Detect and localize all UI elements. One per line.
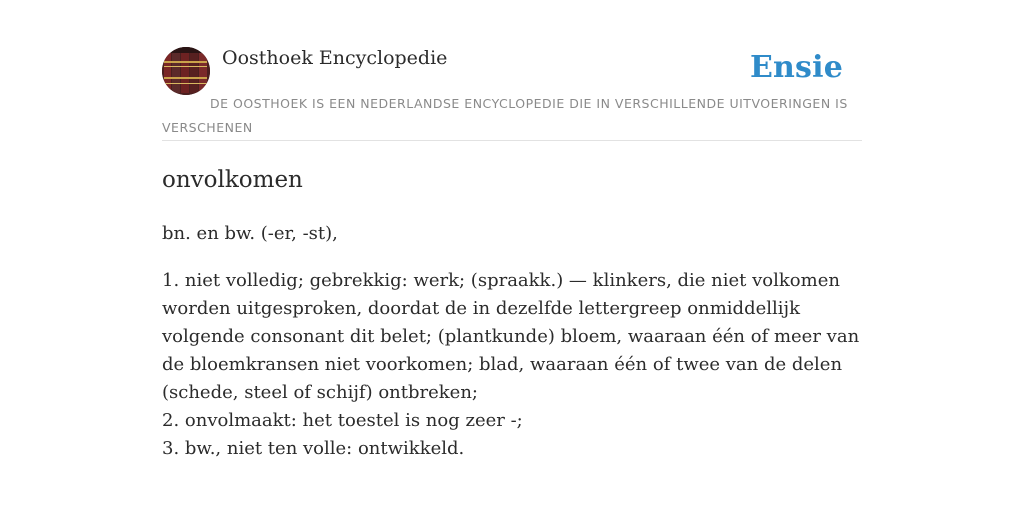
book-spines-image: [162, 47, 210, 95]
source-title[interactable]: Oosthoek Encyclopedie: [222, 47, 448, 69]
entry-word: onvolkomen: [162, 167, 303, 193]
definition-item: 2. onvolmaakt: het toestel is nog zeer -;: [162, 410, 523, 431]
page-container: [162, 46, 862, 463]
source-tagline: DE OOSTHOEK IS EEN NEDERLANDSE ENCYCLOPEDIE DIE IN VERSCHILLENDE UITVOERINGEN IS VERSCHENEN: [162, 96, 848, 135]
definition-item: 1. niet volledig; gebrekkig: werk; (spraakk.) — klinkers, die niet volkomen worden uitgesproken, doordat de in dezelfde lettergreep onmiddellijk volgende consonant dit belet; (plantkunde) bloem, waaraan één of meer van de bloemkransen niet voorkomen; blad, waaraan één of twee van de delen (schede, steel of schijf) ontbreken;: [162, 270, 860, 403]
brand-logo[interactable]: Ensie: [749, 50, 843, 85]
site-header: [162, 46, 862, 141]
book-spines-icon[interactable]: [162, 47, 210, 95]
definition-item: 3. bw., niet ten volle: ontwikkeld.: [162, 438, 465, 459]
entry-grammar: bn. en bw. (-er, -st),: [162, 223, 338, 244]
definitions-list: [162, 267, 862, 463]
